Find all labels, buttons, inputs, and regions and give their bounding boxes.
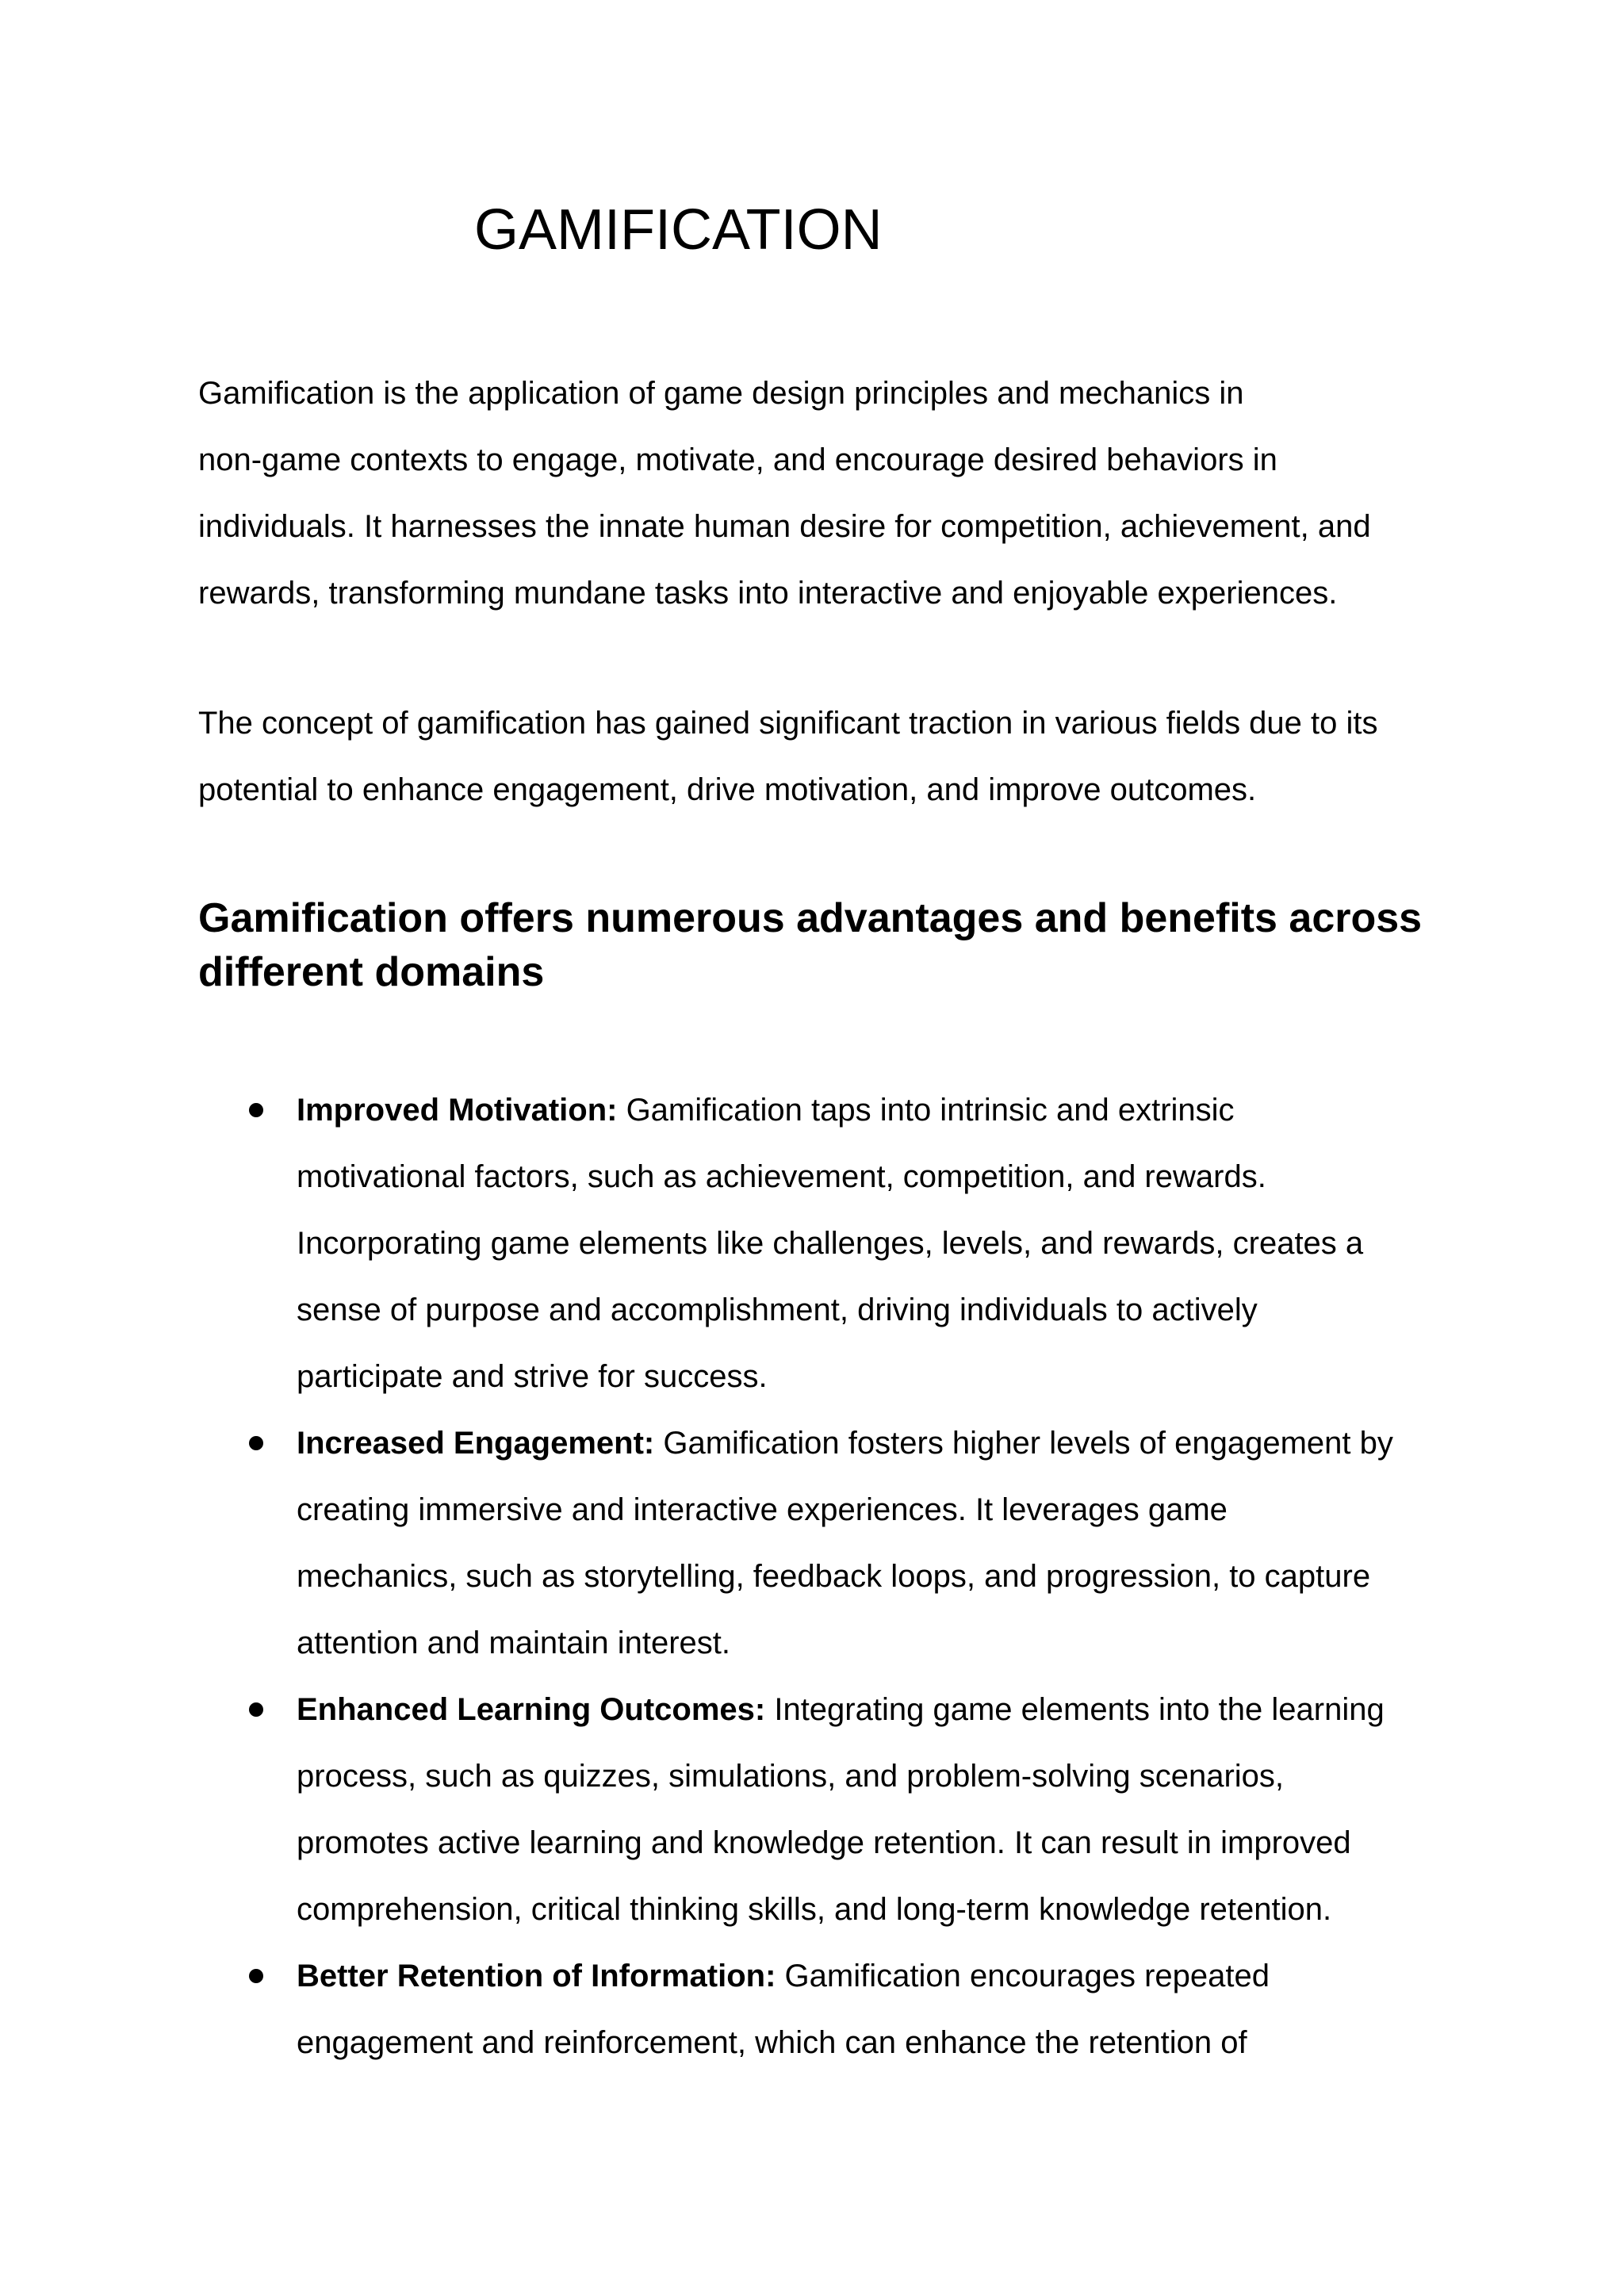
- bullet-line: comprehension, critical thinking skills, and long-term knowledge retention.: [297, 1892, 1332, 1927]
- bullet-line: Incorporating game elements like challenges, levels, and rewards, creates a: [297, 1226, 1364, 1261]
- bullet-line: process, such as quizzes, simulations, and problem-solving scenarios,: [297, 1759, 1285, 1794]
- paragraph-line: potential to enhance engagement, drive motivation, and improve outcomes.: [198, 772, 1257, 807]
- bullet-icon: [249, 1702, 263, 1717]
- heading-line: Gamification offers numerous advantages and benefits across: [198, 895, 1423, 941]
- list-item: [198, 1676, 1467, 1943]
- paragraph-line: rewards, transforming mundane tasks into interactive and enjoyable experiences.: [198, 576, 1338, 611]
- paragraph-line: non-game contexts to engage, motivate, and encourage desired behaviors in: [198, 442, 1277, 477]
- bullet-first-line: [297, 1410, 1467, 1476]
- bullet-first-line: [297, 1077, 1467, 1143]
- bullet-icon: [249, 1436, 263, 1450]
- paragraph-line: The concept of gamification has gained significant traction in various fields due to its: [198, 706, 1378, 741]
- bullet-line: motivational factors, such as achievement, competition, and rewards.: [297, 1159, 1266, 1194]
- bullet-icon: [249, 1103, 263, 1117]
- list-item: [198, 1077, 1467, 1410]
- bullet-line: sense of purpose and accomplishment, driving individuals to actively: [297, 1293, 1258, 1327]
- bullet-line: engagement and reinforcement, which can enhance the retention of: [297, 2025, 1247, 2060]
- bullet-text: Gamification fosters higher levels of engagement by: [654, 1426, 1393, 1461]
- bullet-line: mechanics, such as storytelling, feedback loops, and progression, to capture: [297, 1559, 1371, 1594]
- bullet-term: Increased Engagement:: [297, 1426, 655, 1461]
- bullet-text: Gamification encourages repeated: [776, 1959, 1270, 1993]
- bullet-first-line: [297, 1676, 1467, 1743]
- bullet-line: attention and maintain interest.: [297, 1626, 731, 1660]
- bullet-icon: [249, 1969, 263, 1983]
- paragraph-line: individuals. It harnesses the innate human desire for competition, achievement, and: [198, 509, 1371, 544]
- list-item: [198, 1943, 1467, 2076]
- bullet-text: Gamification taps into intrinsic and extrinsic: [617, 1093, 1235, 1128]
- bullet-line: participate and strive for success.: [297, 1359, 768, 1394]
- bullet-line: promotes active learning and knowledge retention. It can result in improved: [297, 1825, 1351, 1860]
- bullet-term: Improved Motivation:: [297, 1093, 618, 1128]
- bullet-term: Enhanced Learning Outcomes:: [297, 1692, 766, 1727]
- section-heading: [198, 891, 1467, 999]
- bullet-line: creating immersive and interactive experiences. It leverages game: [297, 1492, 1228, 1527]
- document-title: GAMIFICATION: [474, 198, 883, 262]
- paragraph-line: Gamification is the application of game design principles and mechanics in: [198, 376, 1244, 411]
- bullet-first-line: [297, 1943, 1467, 2009]
- intro-paragraph: [198, 360, 1435, 626]
- heading-line: different domains: [198, 949, 545, 995]
- list-item: [198, 1410, 1467, 1676]
- benefits-list: [198, 1077, 1467, 2076]
- concept-paragraph: [198, 690, 1435, 823]
- bullet-text: Integrating game elements into the learning: [765, 1692, 1385, 1727]
- bullet-term: Better Retention of Information:: [297, 1959, 776, 1993]
